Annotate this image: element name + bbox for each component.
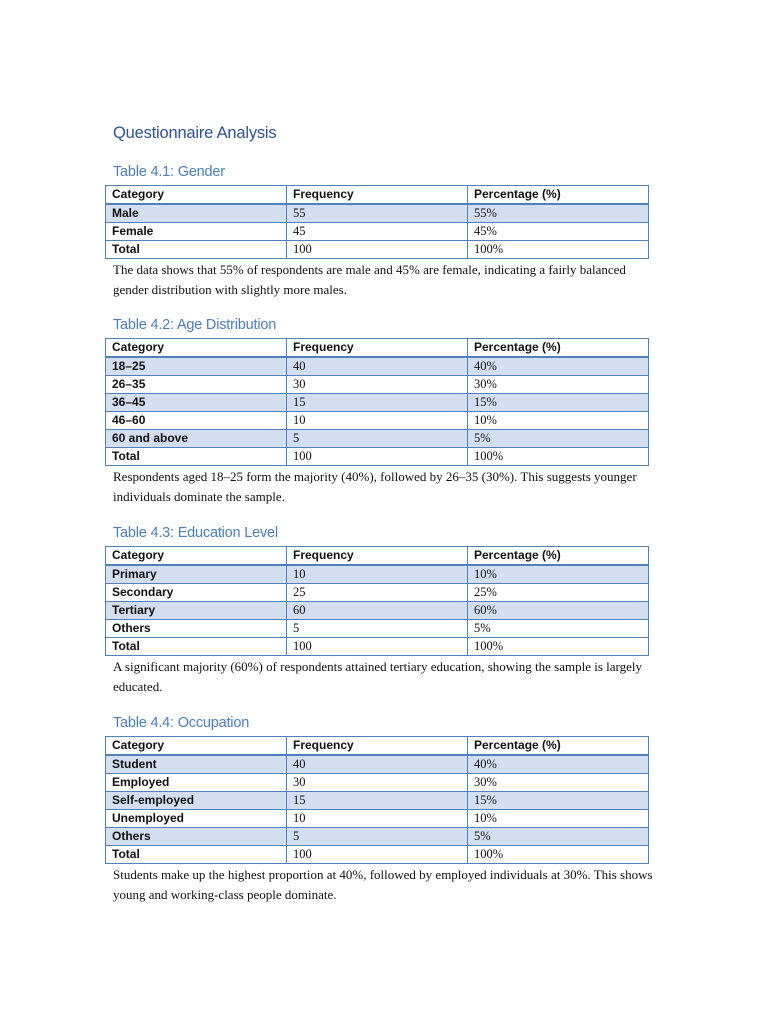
percentage-cell: 15% (468, 792, 649, 810)
gender-table (105, 185, 649, 259)
category-cell: Employed (106, 774, 287, 792)
percentage-cell: 10% (468, 810, 649, 828)
table-row (106, 565, 649, 584)
table-row (106, 828, 649, 846)
frequency-cell: 5 (287, 828, 468, 846)
category-cell: 36–45 (106, 394, 287, 412)
percentage-cell: 10% (468, 565, 649, 584)
total-row (106, 448, 649, 466)
frequency-cell: 100 (287, 448, 468, 466)
frequency-cell: 100 (287, 846, 468, 864)
table-header-row (106, 186, 649, 205)
percentage-cell: 55% (468, 204, 649, 223)
table-note: The data shows that 55% of respondents are male and 45% are female, indicating a fairly balanced gender distribution with slightly more males. (113, 262, 626, 297)
category-cell: Total (106, 448, 287, 466)
frequency-cell: 55 (287, 204, 468, 223)
category-cell: Female (106, 223, 287, 241)
table-header-row (106, 547, 649, 566)
percentage-cell: 10% (468, 412, 649, 430)
column-header: Category (106, 186, 287, 205)
percentage-cell: 5% (468, 620, 649, 638)
frequency-cell: 60 (287, 602, 468, 620)
column-header: Percentage (%) (468, 339, 649, 358)
table-row (106, 376, 649, 394)
occupation-table (105, 736, 649, 864)
frequency-cell: 45 (287, 223, 468, 241)
column-header: Frequency (287, 186, 468, 205)
category-cell: Primary (106, 565, 287, 584)
column-header: Frequency (287, 547, 468, 566)
frequency-cell: 10 (287, 810, 468, 828)
frequency-cell: 10 (287, 412, 468, 430)
table-row (106, 620, 649, 638)
table-row (106, 223, 649, 241)
table-row (106, 602, 649, 620)
total-row (106, 846, 649, 864)
frequency-cell: 100 (287, 638, 468, 656)
table-header-row (106, 339, 649, 358)
table-caption: Table 4.4: Occupation (113, 715, 250, 731)
category-cell: Total (106, 846, 287, 864)
category-cell: 46–60 (106, 412, 287, 430)
frequency-cell: 40 (287, 357, 468, 376)
percentage-cell: 5% (468, 828, 649, 846)
percentage-cell: 40% (468, 755, 649, 774)
percentage-cell: 15% (468, 394, 649, 412)
percentage-cell: 100% (468, 241, 649, 259)
table-row (106, 204, 649, 223)
category-cell: Unemployed (106, 810, 287, 828)
column-header: Percentage (%) (468, 186, 649, 205)
percentage-cell: 30% (468, 774, 649, 792)
frequency-cell: 15 (287, 792, 468, 810)
column-header: Percentage (%) (468, 737, 649, 756)
table-note: Students make up the highest proportion at 40%, followed by employed individuals at 30%. This shows young and working-class people dominate. (113, 867, 653, 902)
total-row (106, 241, 649, 259)
percentage-cell: 100% (468, 448, 649, 466)
percentage-cell: 60% (468, 602, 649, 620)
category-cell: Self-employed (106, 792, 287, 810)
frequency-cell: 5 (287, 430, 468, 448)
category-cell: 18–25 (106, 357, 287, 376)
section-age (105, 314, 648, 507)
percentage-cell: 45% (468, 223, 649, 241)
percentage-cell: 40% (468, 357, 649, 376)
percentage-cell: 25% (468, 584, 649, 602)
frequency-cell: 5 (287, 620, 468, 638)
category-cell: Secondary (106, 584, 287, 602)
document-title: Questionnaire Analysis (113, 124, 277, 142)
frequency-cell: 15 (287, 394, 468, 412)
table-row (106, 394, 649, 412)
section-gender (105, 161, 648, 300)
category-cell: 26–35 (106, 376, 287, 394)
category-cell: 60 and above (106, 430, 287, 448)
section-education (105, 522, 648, 697)
percentage-cell: 100% (468, 638, 649, 656)
category-cell: Total (106, 241, 287, 259)
table-row (106, 774, 649, 792)
percentage-cell: 100% (468, 846, 649, 864)
education-table (105, 546, 649, 656)
column-header: Percentage (%) (468, 547, 649, 566)
table-header-row (106, 737, 649, 756)
table-row (106, 412, 649, 430)
category-cell: Others (106, 828, 287, 846)
table-row (106, 755, 649, 774)
column-header: Frequency (287, 339, 468, 358)
percentage-cell: 5% (468, 430, 649, 448)
table-row (106, 430, 649, 448)
table-row (106, 810, 649, 828)
total-row (106, 638, 649, 656)
age-table (105, 338, 649, 466)
percentage-cell: 30% (468, 376, 649, 394)
table-caption: Table 4.3: Education Level (113, 525, 278, 541)
frequency-cell: 30 (287, 376, 468, 394)
frequency-cell: 40 (287, 755, 468, 774)
frequency-cell: 30 (287, 774, 468, 792)
table-note: A significant majority (60%) of respondents attained tertiary education, showing the sample is largely educated. (113, 659, 643, 694)
frequency-cell: 10 (287, 565, 468, 584)
category-cell: Male (106, 204, 287, 223)
category-cell: Total (106, 638, 287, 656)
table-row (106, 792, 649, 810)
column-header: Category (106, 339, 287, 358)
category-cell: Tertiary (106, 602, 287, 620)
category-cell: Others (106, 620, 287, 638)
section-occupation (105, 712, 653, 905)
column-header: Frequency (287, 737, 468, 756)
column-header: Category (106, 737, 287, 756)
table-note: Respondents aged 18–25 form the majority (40%), followed by 26–35 (30%). This suggests younger individuals dominate the sample. (113, 469, 637, 504)
frequency-cell: 25 (287, 584, 468, 602)
column-header: Category (106, 547, 287, 566)
category-cell: Student (106, 755, 287, 774)
table-caption: Table 4.1: Gender (113, 164, 225, 180)
frequency-cell: 100 (287, 241, 468, 259)
table-row (106, 357, 649, 376)
table-caption: Table 4.2: Age Distribution (113, 317, 277, 333)
table-row (106, 584, 649, 602)
